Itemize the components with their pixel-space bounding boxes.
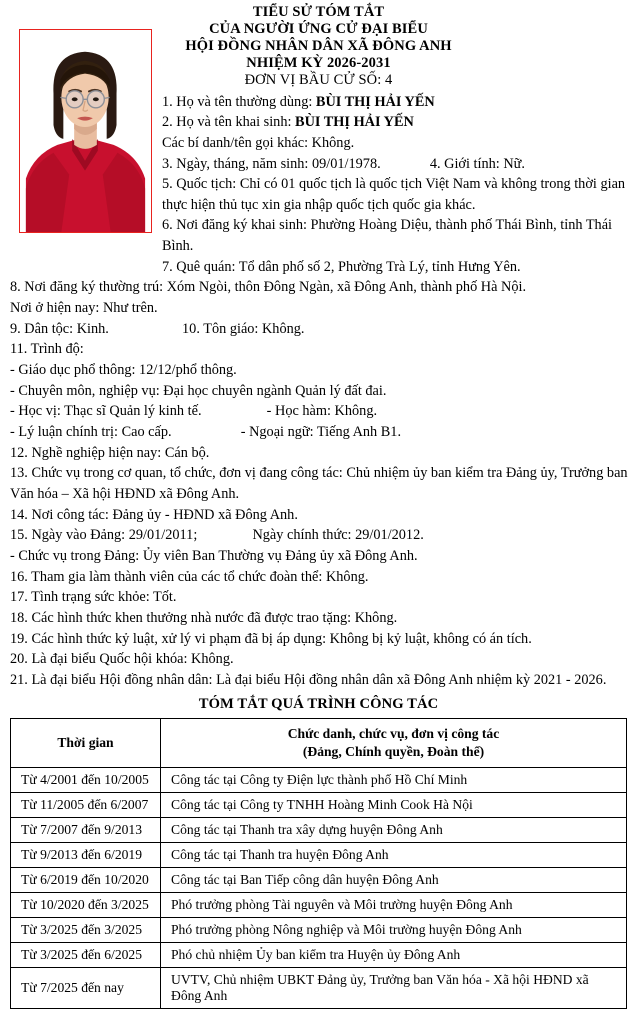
table-row bbox=[11, 918, 627, 943]
field-date-of-birth: 3. Ngày, tháng, năm sinh: 09/01/1978. bbox=[162, 155, 381, 172]
table-row bbox=[11, 793, 627, 818]
career-table-body bbox=[11, 768, 627, 1009]
cell-role: Công tác tại Thanh tra xây dựng huyện Đông Anh bbox=[161, 818, 627, 843]
field-health-status: 17. Tình trạng sức khỏe: Tốt. bbox=[10, 589, 177, 606]
field-permanent-residence: 8. Nơi đăng ký thường trú: Xóm Ngòi, thôn Đông Ngàn, xã Đông Anh, thành phố Hà Nội. bbox=[10, 279, 527, 296]
field-alias: Các bí danh/tên gọi khác: Không. bbox=[162, 134, 355, 151]
field-dob-gender-row bbox=[162, 154, 637, 175]
field-ethnicity: 9. Dân tộc: Kinh. bbox=[10, 320, 109, 337]
personal-info-upper bbox=[162, 92, 637, 278]
cell-time: Từ 11/2005 đến 6/2007 bbox=[11, 793, 161, 818]
field-party-official-date: Ngày chính thức: 29/01/2012. bbox=[252, 527, 424, 544]
document-title-line-2: CỦA NGƯỜI ỨNG CỬ ĐẠI BIỂU bbox=[209, 21, 428, 38]
cell-role: Công tác tại Công ty TNHH Hoàng Minh Cook Hà Nội bbox=[161, 793, 627, 818]
field-political-theory: - Lý luận chính trị: Cao cấp. bbox=[10, 424, 172, 441]
document-title-line-3: HỘI ĐỒNG NHÂN DÂN XÃ ĐÔNG ANH bbox=[185, 38, 452, 55]
field-academic-degree: - Học vị: Thạc sĩ Quản lý kinh tế. bbox=[10, 403, 202, 420]
cell-time: Từ 6/2019 đến 10/2020 bbox=[11, 868, 161, 893]
cell-role: Phó trưởng phòng Tài nguyên và Môi trường huyện Đông Anh bbox=[161, 893, 627, 918]
candidate-photo bbox=[19, 29, 152, 233]
field-gender: 4. Giới tính: Nữ. bbox=[429, 155, 525, 172]
field-birth-name bbox=[162, 112, 637, 133]
field-party-join-date: 15. Ngày vào Đảng: 29/01/2011; bbox=[10, 527, 198, 544]
field-birth-name-label: 2. Họ và tên khai sinh: bbox=[162, 114, 292, 131]
field-politics-language-row bbox=[10, 422, 629, 443]
field-degree-title-row bbox=[10, 401, 629, 422]
career-history-table bbox=[10, 718, 627, 1009]
field-birth-name-value: BÙI THỊ HẢI YẾN bbox=[295, 114, 414, 131]
document-title-line-4: NHIỆM KỲ 2026-2031 bbox=[246, 55, 391, 72]
field-education-heading: 11. Trình độ: bbox=[10, 341, 84, 358]
cell-role: Công tác tại Thanh tra huyện Đông Anh bbox=[161, 843, 627, 868]
field-religion: 10. Tôn giáo: Không. bbox=[182, 320, 305, 337]
table-row bbox=[11, 843, 627, 868]
cell-time: Từ 3/2025 đến 3/2025 bbox=[11, 918, 161, 943]
candidate-portrait-image bbox=[20, 30, 151, 232]
document-title-line-1: TIỂU SỬ TÓM TẮT bbox=[252, 4, 385, 20]
field-mass-organizations: 16. Tham gia làm thành viên của các tổ chức đoàn thể: Không. bbox=[10, 568, 369, 585]
field-hometown: 7. Quê quán: Tổ dân phố số 2, Phường Trà Lý, tỉnh Hưng Yên. bbox=[162, 258, 521, 275]
field-common-name bbox=[162, 92, 637, 113]
field-party-position: - Chức vụ trong Đảng: Ủy viên Ban Thường vụ Đảng ủy xã Đông Anh. bbox=[10, 547, 418, 564]
electoral-unit-number: ĐƠN VỊ BẦU CỬ SỐ: 4 bbox=[244, 72, 393, 89]
table-row bbox=[11, 818, 627, 843]
table-row bbox=[11, 868, 627, 893]
cell-time: Từ 9/2013 đến 6/2019 bbox=[11, 843, 161, 868]
field-national-assembly-delegate: 20. Là đại biểu Quốc hội khóa: Không. bbox=[10, 651, 234, 668]
field-academic-title: - Học hàm: Không. bbox=[266, 403, 378, 420]
field-current-residence: Nơi ở hiện nay: Như trên. bbox=[10, 300, 158, 317]
cell-role: Công tác tại Ban Tiếp công dân huyện Đông Anh bbox=[161, 868, 627, 893]
cell-time: Từ 4/2001 đến 10/2005 bbox=[11, 768, 161, 793]
cell-time: Từ 10/2020 đến 3/2025 bbox=[11, 893, 161, 918]
field-current-position-line-1: 13. Chức vụ trong cơ quan, tổ chức, đơn vị đang công tác: Chủ nhiệm ủy ban kiểm tra Đảng ủy, Trưởng ban bbox=[10, 465, 628, 482]
cell-role: UVTV, Chủ nhiệm UBKT Đảng ủy, Trưởng ban Văn hóa - Xã hội HĐND xã Đông Anh bbox=[161, 968, 627, 1009]
field-workplace: 14. Nơi công tác: Đảng ủy - HĐND xã Đông Anh. bbox=[10, 506, 298, 523]
field-current-occupation: 12. Nghề nghiệp hiện nay: Cán bộ. bbox=[10, 444, 210, 461]
column-header-role-line-1: Chức danh, chức vụ, đơn vị công tác bbox=[287, 725, 500, 741]
field-party-dates-row bbox=[10, 525, 629, 546]
table-row bbox=[11, 943, 627, 968]
field-ethnicity-religion-row bbox=[10, 319, 629, 340]
column-header-time: Thời gian bbox=[11, 718, 161, 768]
field-nationality-line-1: 5. Quốc tịch: Chỉ có 01 quốc tịch là quốc tịch Việt Nam và không trong thời gian bbox=[162, 176, 626, 193]
field-nationality-line-2: thực hiện thủ tục xin gia nhập quốc tịch quốc gia khác. bbox=[162, 196, 476, 213]
personal-info-lower bbox=[10, 277, 629, 690]
table-header-row bbox=[11, 718, 627, 768]
field-common-name-label: 1. Họ và tên thường dùng: bbox=[162, 93, 313, 110]
field-peoples-council-delegate: 21. Là đại biểu Hội đồng nhân dân: Là đại biểu Hội đồng nhân dân xã Đông Anh nhiệm kỳ 2021 - 2026. bbox=[10, 671, 607, 688]
column-header-role bbox=[161, 718, 627, 768]
table-row bbox=[11, 893, 627, 918]
field-foreign-language: - Ngoại ngữ: Tiếng Anh B1. bbox=[240, 424, 402, 441]
cell-role: Phó trưởng phòng Nông nghiệp và Môi trường huyện Đông Anh bbox=[161, 918, 627, 943]
table-row bbox=[11, 968, 627, 1009]
cell-role: Phó chủ nhiệm Ủy ban kiểm tra Huyện ủy Đông Anh bbox=[161, 943, 627, 968]
column-header-role-line-2: (Đảng, Chính quyền, Đoàn thể) bbox=[302, 743, 485, 759]
field-state-awards: 18. Các hình thức khen thưởng nhà nước đã được trao tặng: Không. bbox=[10, 609, 398, 626]
cell-time: Từ 3/2025 đến 6/2025 bbox=[11, 943, 161, 968]
field-education-specialty: - Chuyên môn, nghiệp vụ: Đại học chuyên ngành Quản lý đất đai. bbox=[10, 382, 387, 399]
field-common-name-value: BÙI THỊ HẢI YẾN bbox=[315, 93, 435, 110]
field-education-general: - Giáo dục phổ thông: 12/12/phổ thông. bbox=[10, 362, 237, 379]
cell-time: Từ 7/2007 đến 9/2013 bbox=[11, 818, 161, 843]
cell-time: Từ 7/2025 đến nay bbox=[11, 968, 161, 1009]
field-current-position-line-2: Văn hóa – Xã hội HĐND xã Đông Anh. bbox=[10, 486, 240, 503]
table-row bbox=[11, 768, 627, 793]
field-birth-registration-place: 6. Nơi đăng ký khai sinh: Phường Hoàng Diệu, thành phố Thái Bình, tỉnh Thái Bình. bbox=[162, 217, 613, 255]
career-section-title: TÓM TẮT QUÁ TRÌNH CÔNG TÁC bbox=[198, 695, 439, 712]
cell-role: Công tác tại Công ty Điện lực thành phố Hồ Chí Minh bbox=[161, 768, 627, 793]
field-disciplinary-actions: 19. Các hình thức kỷ luật, xử lý vi phạm đã bị áp dụng: Không bị kỷ luật, không có án tích. bbox=[10, 630, 532, 647]
